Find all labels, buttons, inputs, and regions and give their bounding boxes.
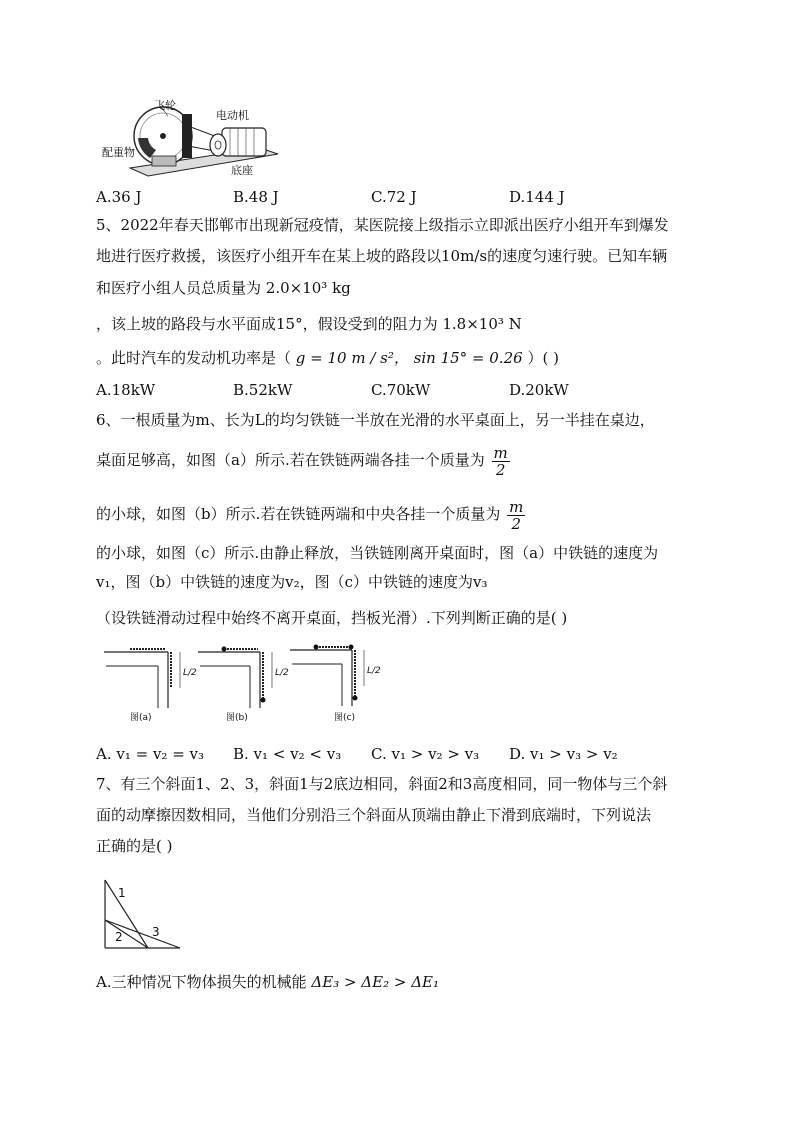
q6-line-4: 的小球，如图（c）所示.由静止释放，当铁链刚离开桌面时，图（a）中铁链的速度为 bbox=[96, 544, 659, 562]
q7-line-1: 7、有三个斜面1、2、3，斜面1与2底边相同，斜面2和3高度相同，同一物体与三个斜 bbox=[96, 775, 668, 793]
q6-line-3-text: 的小球，如图（b）所示.若在铁链两端和中央各挂一个质量为 bbox=[96, 505, 501, 523]
incline-figure bbox=[100, 876, 184, 952]
chain-fig-a-dim: L/2 bbox=[183, 668, 197, 678]
q6-fraction-1 bbox=[492, 445, 510, 478]
chain-fig-b-dim: L/2 bbox=[275, 668, 289, 678]
q6-option-c: C. v₁ > v₂ > v₃ bbox=[371, 745, 480, 763]
q6-fraction-1-den: 2 bbox=[495, 460, 506, 479]
q5-line-4 bbox=[96, 314, 522, 334]
chain-figure-a bbox=[104, 649, 180, 708]
q5-line-5 bbox=[96, 348, 559, 368]
q5-line-2: 地进行医疗救援，该医疗小组开车在某上坡的路段以10m/s的速度匀速行驶。已知车辆 bbox=[96, 247, 668, 265]
q6-line-6: （设铁链滑动过程中始终不离开桌面，挡板光滑）.下列判断正确的是( ) bbox=[96, 609, 568, 627]
q5-mass-value: 2.0×10³ kg bbox=[265, 279, 351, 297]
chain-fig-c-caption: 图(c) bbox=[334, 713, 355, 723]
q5-line-3 bbox=[96, 278, 351, 298]
q5-line-4-text: ，该上坡的路段与水平面成15°，假设受到的阻力为 bbox=[96, 315, 438, 333]
q5-line-1: 5、2022年春天邯郸市出现新冠疫情，某医院接上级指示立即派出医疗小组开车到爆发 bbox=[96, 216, 669, 234]
q6-fraction-2 bbox=[507, 499, 525, 532]
q6-option-a: A. v₁ = v₂ = v₃ bbox=[96, 745, 205, 763]
motor-label: 电动机 bbox=[216, 109, 249, 122]
chain-figure-b bbox=[198, 647, 272, 709]
q5-option-b: B.52kW bbox=[233, 381, 293, 399]
chain-fig-c-dim: L/2 bbox=[367, 666, 381, 676]
counterweight-label: 配重物 bbox=[102, 146, 135, 159]
q6-option-b: B. v₁ < v₂ < v₃ bbox=[233, 745, 342, 763]
q5-constants: g = 10 m / s²， sin 15° = 0.26 bbox=[295, 349, 523, 367]
q7-line-2: 面的动摩擦因数相同，当他们分别沿三个斜面从顶端由静止下滑到底端时，下列说法 bbox=[96, 806, 652, 824]
q4-option-c: C.72 J bbox=[371, 188, 417, 206]
q7-option-a-text: A.三种情况下物体损失的机械能 bbox=[96, 973, 307, 991]
q7-line-3: 正确的是( ) bbox=[96, 837, 173, 855]
q5-line-3-text: 和医疗小组人员总质量为 bbox=[96, 279, 262, 297]
q6-fraction-1-num: m bbox=[493, 443, 508, 462]
incline-label-2: 2 bbox=[115, 930, 123, 944]
q6-fraction-2-den: 2 bbox=[511, 514, 522, 533]
q4-option-d: D.144 J bbox=[509, 188, 565, 206]
q5-option-a: A.18kW bbox=[96, 381, 156, 399]
incline-label-3: 3 bbox=[152, 925, 160, 939]
chain-fig-b-caption: 图(b) bbox=[226, 713, 248, 723]
q6-line-3 bbox=[96, 495, 525, 533]
chain-fig-a-caption: 图(a) bbox=[130, 713, 152, 723]
chain-figure-c bbox=[290, 645, 364, 707]
q5-option-d: D.20kW bbox=[509, 381, 569, 399]
q6-line-2-text: 桌面足够高，如图（a）所示.若在铁链两端各挂一个质量为 bbox=[96, 451, 485, 469]
q5-resistance-value: 1.8×10³ N bbox=[442, 315, 522, 333]
q7-option-a-math: ΔE₃ > ΔE₂ > ΔE₁ bbox=[311, 973, 439, 991]
q5-option-c: C.70kW bbox=[371, 381, 431, 399]
q4-option-b: B.48 J bbox=[233, 188, 279, 206]
q6-line-5: v₁，图（b）中铁链的速度为v₂，图（c）中铁链的速度为v₃ bbox=[96, 573, 488, 591]
flywheel-motor-figure bbox=[100, 96, 290, 178]
base-label: 底座 bbox=[231, 164, 253, 177]
q6-fraction-2-num: m bbox=[509, 497, 524, 516]
flywheel-label: 飞轮 bbox=[154, 99, 176, 112]
q4-option-a: A.36 J bbox=[96, 188, 142, 206]
q5-line-5-end: ）( ) bbox=[527, 349, 559, 367]
q5-line-5-text: 。此时汽车的发动机功率是（ bbox=[96, 349, 292, 367]
q6-option-d: D. v₁ > v₃ > v₂ bbox=[509, 745, 618, 763]
incline-label-1: 1 bbox=[118, 886, 126, 900]
q7-option-a bbox=[96, 972, 439, 992]
q6-line-1: 6、一根质量为m、长为L的均匀铁链一半放在光滑的水平桌面上，另一半挂在桌边， bbox=[96, 411, 655, 429]
q6-line-2 bbox=[96, 441, 510, 479]
